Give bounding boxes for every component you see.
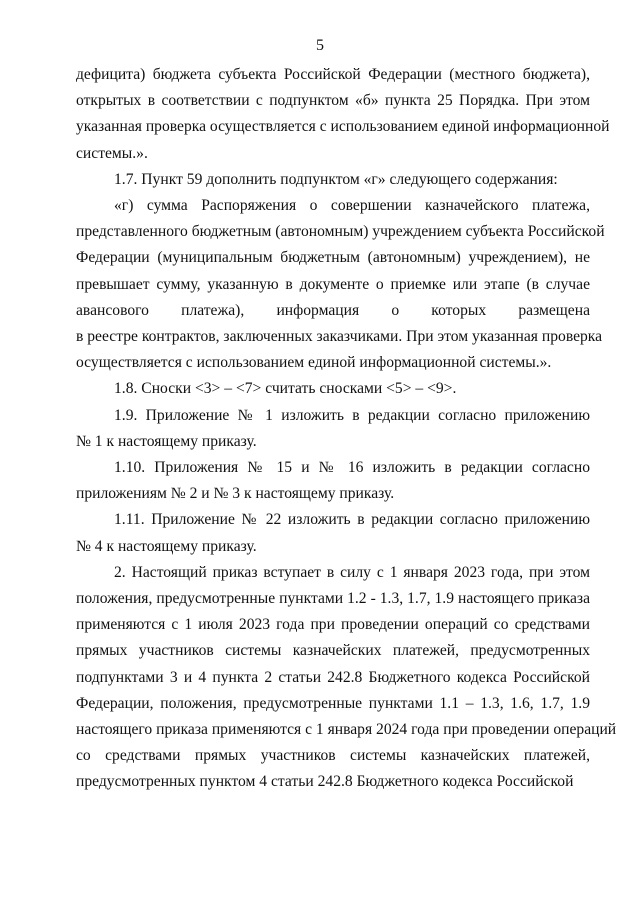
text-line: осуществляется с использованием единой информационной системы.». — [76, 354, 552, 372]
paragraph-2 — [76, 560, 617, 796]
text-line: настоящего приказа применяются с 1 января 2024 года при проведении операций — [76, 721, 617, 739]
text-line: Федерации, положения, предусмотренные пунктами 1.1 – 1.3, 1.6, 1.7, 1.9 — [76, 694, 590, 712]
paragraph-1-7 — [76, 167, 590, 193]
text-line: Федерации (муниципальным бюджетным (автономным) учреждением), не — [76, 249, 590, 267]
text-line: системы.». — [76, 144, 148, 162]
text-line: № 4 к настоящему приказу. — [76, 537, 257, 555]
document-body — [76, 62, 617, 796]
text-line: № 1 к настоящему приказу. — [76, 432, 257, 450]
text-line: открытых в соответствии с подпунктом «б» пункта 25 Порядка. При этом — [76, 92, 590, 110]
text-line: «г) сумма Распоряжения о совершении казначейского платежа, — [114, 197, 590, 215]
paragraph-continuation — [76, 62, 610, 167]
paragraph-subpoint-g — [76, 193, 605, 376]
text-line: подпунктами 3 и 4 пункта 2 статьи 242.8 Бюджетного кодекса Российской — [76, 668, 590, 686]
text-line: 1.8. Сноски <3> – <7> считать сносками <5> – <9>. — [114, 380, 457, 398]
text-line: 1.10. Приложения № 15 и № 16 изложить в редакции согласно — [114, 459, 590, 477]
paragraph-1-11 — [76, 507, 590, 559]
paragraph-1-10 — [76, 455, 590, 507]
text-line: превышает сумму, указанную в документе о приемке или этапе (в случае — [76, 275, 590, 293]
text-line: дефицита) бюджета субъекта Российской Федерации (местного бюджета), — [76, 66, 590, 83]
text-line: применяются с 1 июля 2023 года при проведении операций со средствами — [76, 616, 590, 634]
page-number: 5 — [316, 37, 324, 54]
text-line: со средствами прямых участников системы казначейских платежей, — [76, 747, 590, 765]
text-line: прямых участников системы казначейских платежей, предусмотренных — [76, 642, 590, 660]
text-line: 2. Настоящий приказ вступает в силу с 1 января 2023 года, при этом — [114, 563, 590, 581]
text-line: в реестре контрактов, заключенных заказчиками. При этом указанная проверка — [76, 328, 603, 346]
text-line: указанная проверка осуществляется с использованием единой информационной — [76, 118, 610, 136]
text-line: 1.9. Приложение № 1 изложить в редакции согласно приложению — [114, 406, 590, 424]
text-line: 1.7. Пункт 59 дополнить подпунктом «г» следующего содержания: — [114, 170, 558, 188]
text-line: представленного бюджетным (автономным) учреждением субъекта Российской — [76, 223, 605, 241]
paragraph-1-9 — [76, 403, 590, 455]
text-line: 1.11. Приложение № 22 изложить в редакции согласно приложению — [114, 511, 590, 529]
text-line: положения, предусмотренные пунктами 1.2 - 1.3, 1.7, 1.9 настоящего приказа — [76, 590, 590, 608]
text-line: предусмотренных пунктом 4 статьи 242.8 Бюджетного кодекса Российской — [76, 773, 574, 791]
paragraph-1-8 — [76, 376, 590, 402]
text-line: авансового платежа), информация о которых размещена — [76, 301, 590, 319]
text-line: приложениям № 2 и № 3 к настоящему приказу. — [76, 485, 395, 503]
